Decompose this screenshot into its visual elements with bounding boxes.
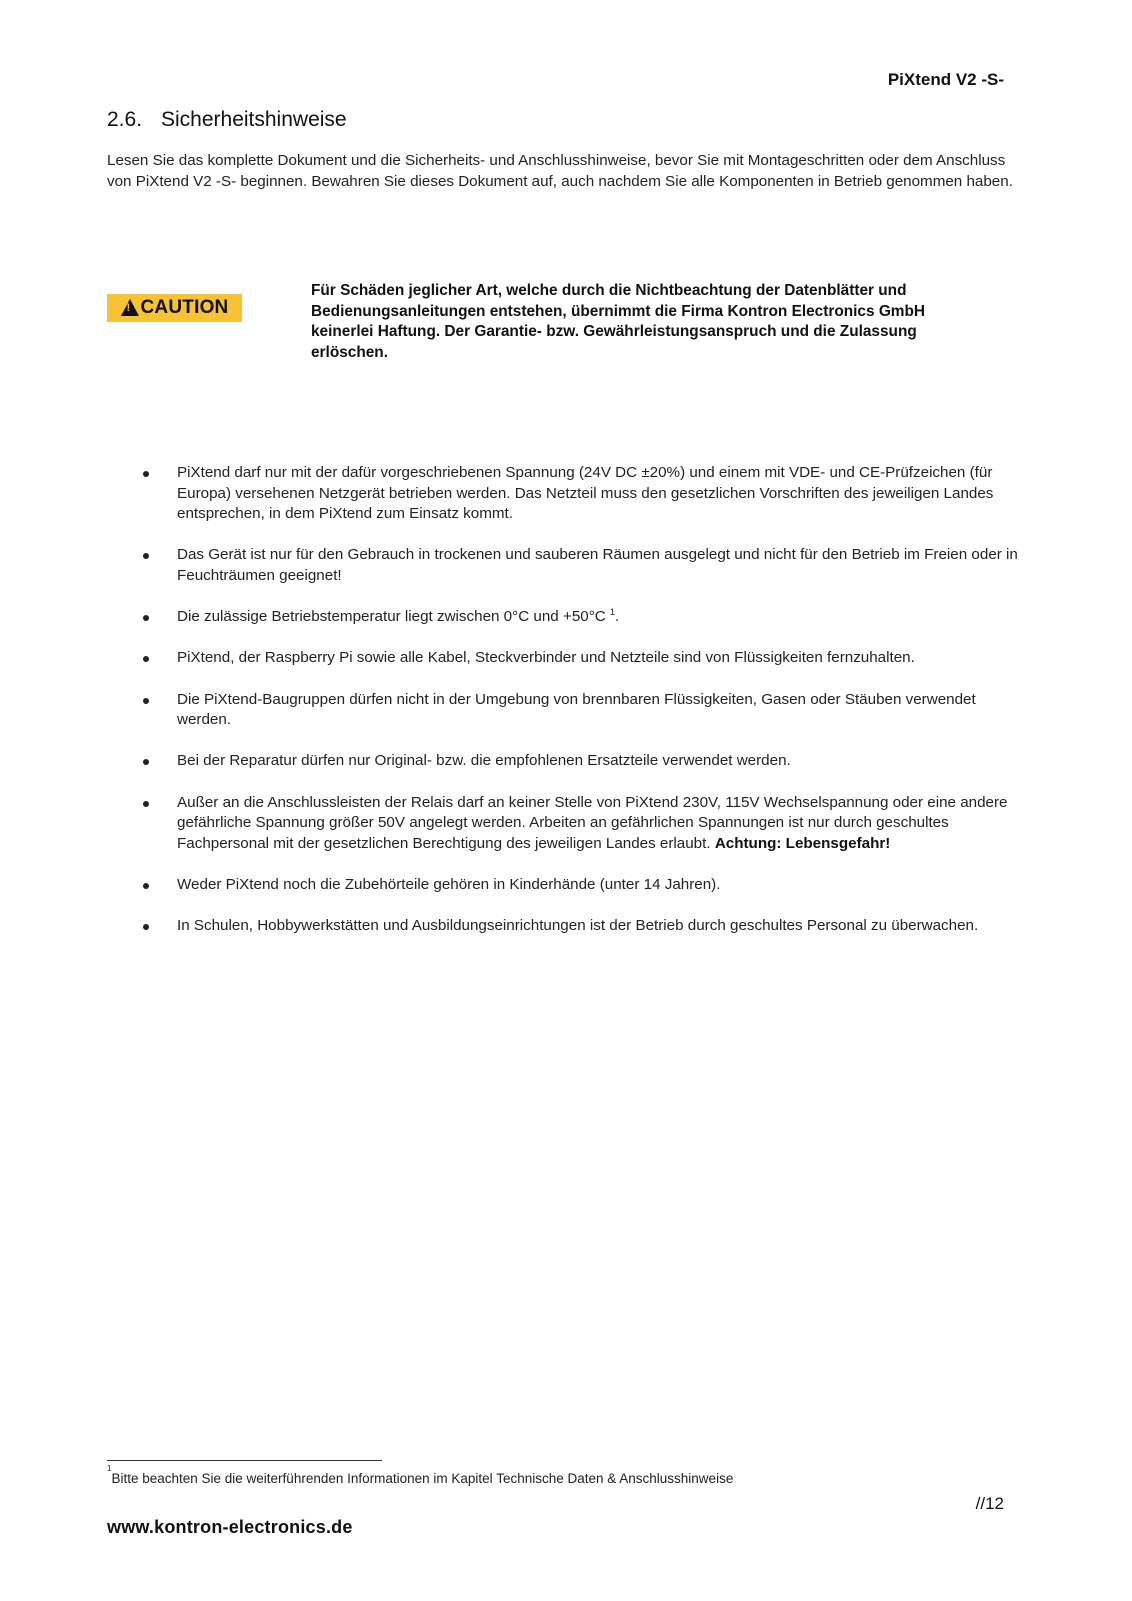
footnote-reference[interactable]: 1	[610, 607, 616, 618]
list-item	[140, 751, 1026, 772]
bullet-icon	[143, 698, 149, 704]
footnote-divider	[107, 1460, 382, 1461]
intro-paragraph: Lesen Sie das komplette Dokument und die Sicherheits- und Anschlusshinweise, bevor Sie mit Montageschritten oder dem Anschluss von PiXtend V2 -S- beginnen. Bewahren Sie dieses Dokument auf, auch nachdem Sie alle Komponenten in Betrieb genommen haben.	[107, 152, 1013, 190]
page-header-product: PiXtend V2 -S-	[887, 70, 1004, 89]
footnote-text: Bitte beachten Sie die weiterführenden Informationen im Kapitel Technische Daten & Anschlusshinweise	[111, 1471, 734, 1486]
list-item-text: Weder PiXtend noch die Zubehörteile gehören in Kinderhände (unter 14 Jahren).	[177, 875, 721, 893]
safety-list	[140, 463, 1026, 957]
list-item-text: Die zulässige Betriebstemperatur liegt zwischen 0°C und +50°C	[177, 608, 606, 626]
list-item	[140, 648, 1026, 669]
bullet-icon	[143, 553, 149, 559]
website-link[interactable]: www.kontron-electronics.de	[107, 1517, 353, 1537]
bullet-icon	[143, 759, 149, 765]
list-item-text: PiXtend, der Raspberry Pi sowie alle Kabel, Steckverbinder und Netzteile sind von Flüssigkeiten fernzuhalten.	[177, 649, 915, 667]
list-item	[140, 793, 1026, 855]
section-title-text: Sicherheitshinweise	[161, 108, 347, 131]
warning-triangle-icon	[121, 299, 139, 316]
bullet-icon	[143, 615, 149, 621]
danger-emphasis: Achtung: Lebensgefahr!	[714, 834, 891, 852]
list-item-suffix: .	[615, 608, 620, 626]
section-number: 2.6.	[107, 108, 143, 131]
bullet-icon	[143, 801, 149, 807]
footnote	[107, 1464, 734, 1486]
bullet-icon	[143, 924, 149, 930]
list-item	[140, 690, 1026, 731]
bullet-icon	[143, 471, 149, 477]
caution-text: Für Schäden jeglicher Art, welche durch die Nichtbeachtung der Datenblätter und Bedienungsanleitungen entstehen, übernimmt die Firma Kontron Electronics GmbH keinerlei Haftung. Der Garantie- bzw. Gewährleistungsanspruch und die Zulassung erlöschen.	[311, 282, 925, 361]
bullet-icon	[143, 656, 149, 662]
list-item-text: Das Gerät ist nur für den Gebrauch in trockenen und sauberen Räumen ausgelegt und nicht für den Betrieb im Freien oder in Feuchträumen geeignet!	[177, 546, 1018, 584]
footnote-marker: 1	[107, 1464, 112, 1473]
page-number: //12	[975, 1494, 1004, 1513]
list-item-text: In Schulen, Hobbywerkstätten und Ausbildungseinrichtungen ist der Betrieb durch geschultes Personal zu überwachen.	[177, 917, 979, 935]
list-item	[140, 916, 1026, 937]
list-item	[140, 875, 1026, 896]
bullet-icon	[143, 883, 149, 889]
caution-badge	[107, 294, 242, 322]
list-item	[140, 463, 1026, 525]
list-item-text: PiXtend darf nur mit der dafür vorgeschriebenen Spannung (24V DC ±20%) und einem mit VDE- und CE-Prüfzeichen (für Europa) versehenen Netzgerät betrieben werden. Das Netzteil muss den gesetzlichen Vorschriften des jeweiligen Landes entsprechen, in dem PiXtend zum Einsatz kommt.	[177, 464, 994, 523]
list-item	[140, 545, 1026, 586]
list-item-text: Außer an die Anschlussleisten der Relais darf an keiner Stelle von PiXtend 230V, 115V Wechselspannung oder eine andere gefährliche Spannung größer 50V angelegt werden. Arbeiten an gefährlichen Spannungen ist nur durch geschultes Fachpersonal mit der gesetzlichen Berechtigung des jeweiligen Landes erlaubt.	[177, 793, 1008, 852]
list-item-text: Bei der Reparatur dürfen nur Original- bzw. die empfohlenen Ersatzteile verwendet werden.	[177, 752, 791, 770]
list-item	[140, 607, 1026, 628]
list-item-text: Die PiXtend-Baugruppen dürfen nicht in der Umgebung von brennbaren Flüssigkeiten, Gasen oder Stäuben verwendet werden.	[177, 690, 976, 729]
caution-label: CAUTION	[140, 297, 229, 318]
section-title	[107, 108, 347, 132]
